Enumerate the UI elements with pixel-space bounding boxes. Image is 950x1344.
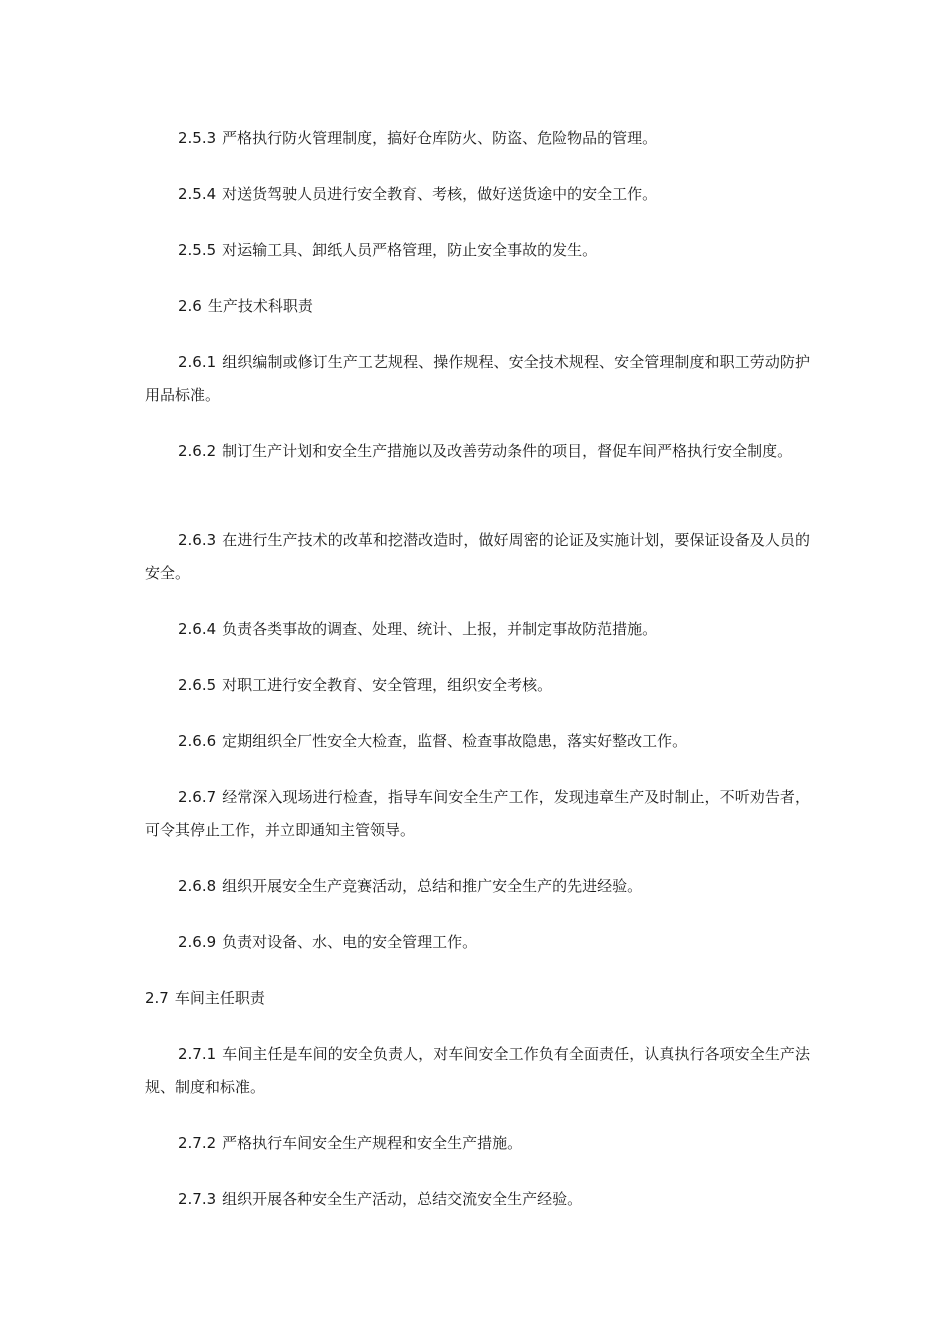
- clause-text: 对运输工具、卸纸人员严格管理，防止安全事故的发生。: [222, 241, 598, 259]
- paragraph-2-6-7: [145, 781, 810, 847]
- clause-number: 2.5.4: [178, 185, 217, 203]
- clause-number: 2.6.4: [178, 620, 217, 638]
- clause-text: 对职工进行安全教育、安全管理，组织安全考核。: [222, 676, 553, 694]
- clause-text: 经常深入现场进行检查，指导车间安全生产工作，发现违章生产及时制止，不听劝告者，可令其停止工作，并立即通知主管领导。: [145, 788, 810, 839]
- section-number: 2.7: [145, 989, 169, 1007]
- paragraph-2-6-1: [145, 346, 810, 412]
- clause-number: 2.5.5: [178, 241, 217, 259]
- section-title: 生产技术科职责: [207, 297, 313, 315]
- clause-text: 组织编制或修订生产工艺规程、操作规程、安全技术规程、安全管理制度和职工劳动防护用品标准。: [145, 353, 810, 404]
- clause-number: 2.6.5: [178, 676, 217, 694]
- clause-number: 2.6.9: [178, 933, 217, 951]
- clause-text: 在进行生产技术的改革和挖潜改造时，做好周密的论证及实施计划，要保证设备及人员的安全。: [145, 531, 810, 582]
- clause-number: 2.6.2: [178, 442, 217, 460]
- clause-number: 2.7.1: [178, 1045, 217, 1063]
- paragraph-2-6-9: [145, 926, 810, 959]
- section-heading-2-7: [145, 982, 810, 1015]
- clause-text: 定期组织全厂性安全大检查，监督、检查事故隐患，落实好整改工作。: [222, 732, 688, 750]
- paragraph-2-6-8: [145, 870, 810, 903]
- clause-text: 严格执行车间安全生产规程和安全生产措施。: [222, 1134, 523, 1152]
- section-heading-2-6: [145, 290, 810, 323]
- paragraph-2-6-4: [145, 613, 810, 646]
- clause-number: 2.7.3: [178, 1190, 217, 1208]
- paragraph-2-6-5: [145, 669, 810, 702]
- clause-number: 2.6.7: [178, 788, 217, 806]
- section-number: 2.6: [178, 297, 202, 315]
- clause-text: 负责各类事故的调查、处理、统计、上报，并制定事故防范措施。: [222, 620, 658, 638]
- paragraph-2-5-3: [145, 122, 810, 155]
- clause-number: 2.7.2: [178, 1134, 217, 1152]
- paragraph-2-6-3: [145, 524, 810, 590]
- clause-text: 严格执行防火管理制度，搞好仓库防火、防盗、危险物品的管理。: [222, 129, 658, 147]
- paragraph-2-5-4: [145, 178, 810, 211]
- clause-text: 负责对设备、水、电的安全管理工作。: [222, 933, 478, 951]
- clause-text: 制订生产计划和安全生产措施以及改善劳动条件的项目，督促车间严格执行安全制度。: [222, 442, 793, 460]
- clause-number: 2.6.8: [178, 877, 217, 895]
- paragraph-2-6-2: [145, 435, 810, 468]
- clause-text: 对送货驾驶人员进行安全教育、考核，做好送货途中的安全工作。: [222, 185, 658, 203]
- clause-number: 2.6.1: [178, 353, 217, 371]
- clause-number: 2.6.3: [178, 531, 217, 549]
- clause-number: 2.5.3: [178, 129, 217, 147]
- clause-text: 车间主任是车间的安全负责人，对车间安全工作负有全面责任，认真执行各项安全生产法规、制度和标准。: [145, 1045, 810, 1096]
- paragraph-2-7-3: [145, 1183, 810, 1216]
- clause-number: 2.6.6: [178, 732, 217, 750]
- paragraph-2-7-2: [145, 1127, 810, 1160]
- clause-text: 组织开展各种安全生产活动，总结交流安全生产经验。: [222, 1190, 583, 1208]
- paragraph-2-6-6: [145, 725, 810, 758]
- section-title: 车间主任职责: [174, 989, 265, 1007]
- clause-text: 组织开展安全生产竞赛活动，总结和推广安全生产的先进经验。: [222, 877, 643, 895]
- paragraph-2-7-1: [145, 1038, 810, 1104]
- paragraph-2-5-5: [145, 234, 810, 267]
